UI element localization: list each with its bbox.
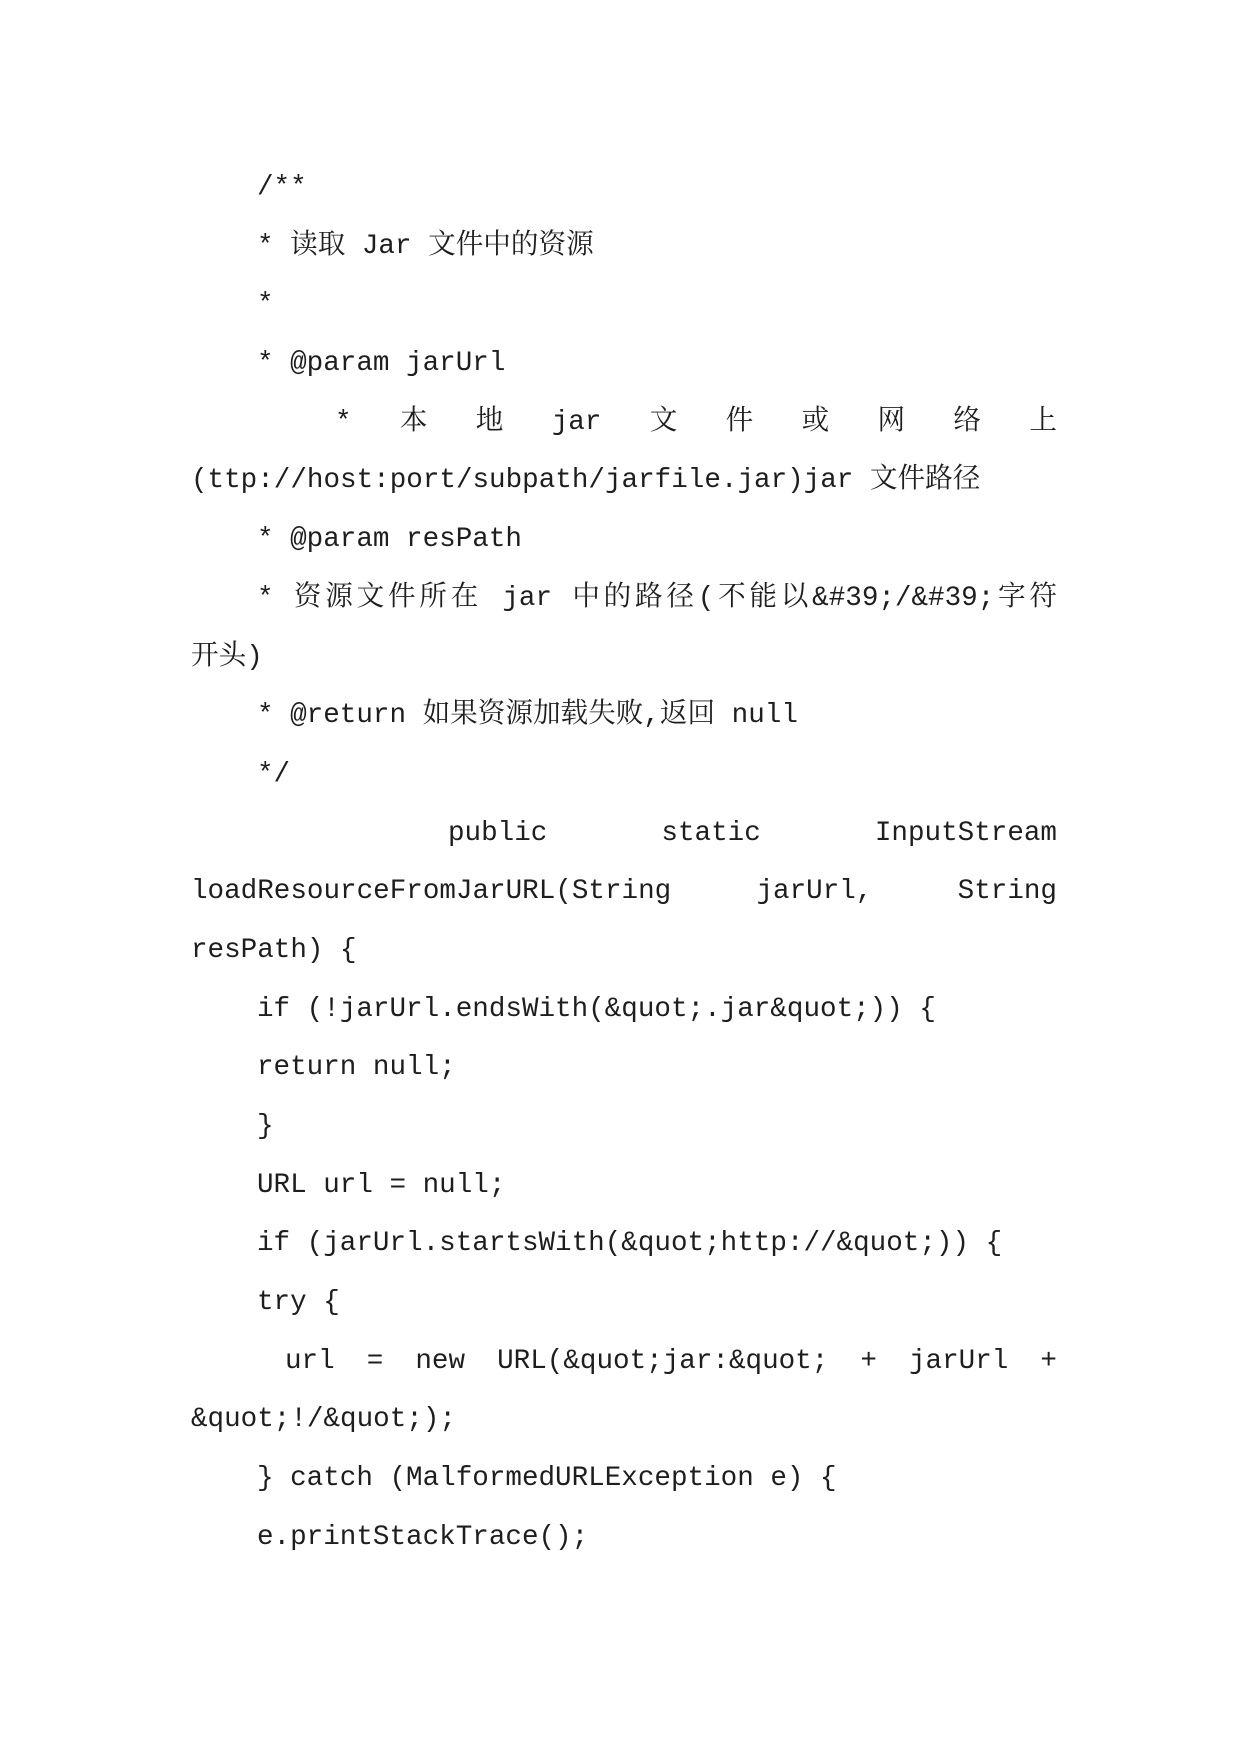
line-token: jar <box>551 406 602 438</box>
code-line: } catch (MalformedURLException e) { <box>257 1463 837 1495</box>
line-token: String <box>957 876 1057 908</box>
line-token: loadResourceFromJarURL(String <box>191 876 672 908</box>
return-doc-line: * @return 如果资源加载失败,返回 null <box>257 700 798 732</box>
comment-open-line: /** <box>257 172 307 203</box>
line-token: 网 <box>877 406 906 438</box>
line-token: url <box>285 1345 335 1377</box>
comment-close-line: */ <box>257 758 291 790</box>
param-jarurl-line: * @param jarUrl <box>257 348 506 380</box>
param-respath-line: * @param resPath <box>257 524 522 556</box>
line-token: 件 <box>725 406 754 438</box>
param-respath-desc-line: * 资源文件所在 jar 中的路径(不能以&#39;/&#39;字符 <box>257 582 1057 614</box>
line-token: = <box>366 1345 384 1377</box>
line-token: public <box>448 817 548 849</box>
line-token: 络 <box>953 406 982 438</box>
line-token: * <box>335 406 352 438</box>
param-jarurl-desc-continued-line: (ttp://host:port/subpath/jarfile.jar)jar 文件路径 <box>191 465 981 497</box>
comment-description-line: * 读取 Jar 文件中的资源 <box>257 230 594 262</box>
line-token: 文 <box>649 406 678 438</box>
method-signature-line <box>191 805 1057 864</box>
code-line: if (!jarUrl.endsWith(&quot;.jar&quot;)) { <box>257 993 936 1025</box>
code-line: } <box>257 1111 274 1142</box>
line-token: + <box>860 1345 877 1377</box>
code-line: try { <box>257 1287 340 1319</box>
param-respath-desc-continued-line: 开头) <box>191 641 263 673</box>
line-token: 本 <box>399 406 428 438</box>
line-token: URL(&quot;jar:&quot; <box>497 1345 829 1377</box>
line-token: static <box>661 817 761 849</box>
method-signature-end-line: resPath) { <box>191 934 357 966</box>
line-token: InputStream <box>874 817 1057 849</box>
comment-blank-line: * <box>257 289 274 321</box>
method-signature-continued-line <box>191 863 1057 922</box>
code-line <box>191 1333 1057 1392</box>
param-jarurl-desc-line <box>191 394 1057 453</box>
code-line: URL url = null; <box>257 1169 506 1201</box>
line-token: jarUrl, <box>756 876 873 908</box>
code-line: &quot;!/&quot;); <box>191 1404 456 1436</box>
line-token: 地 <box>475 406 504 438</box>
line-token: new <box>415 1345 466 1377</box>
line-token: 上 <box>1029 406 1057 438</box>
line-token: 或 <box>801 406 830 438</box>
code-line: return null; <box>257 1052 456 1084</box>
line-token: jarUrl <box>909 1345 1009 1377</box>
code-text-block <box>191 159 1057 1568</box>
code-line: e.printStackTrace(); <box>257 1521 589 1553</box>
code-line: if (jarUrl.startsWith(&quot;http://&quot;)) { <box>257 1228 1003 1260</box>
line-token: + <box>1040 1345 1057 1377</box>
